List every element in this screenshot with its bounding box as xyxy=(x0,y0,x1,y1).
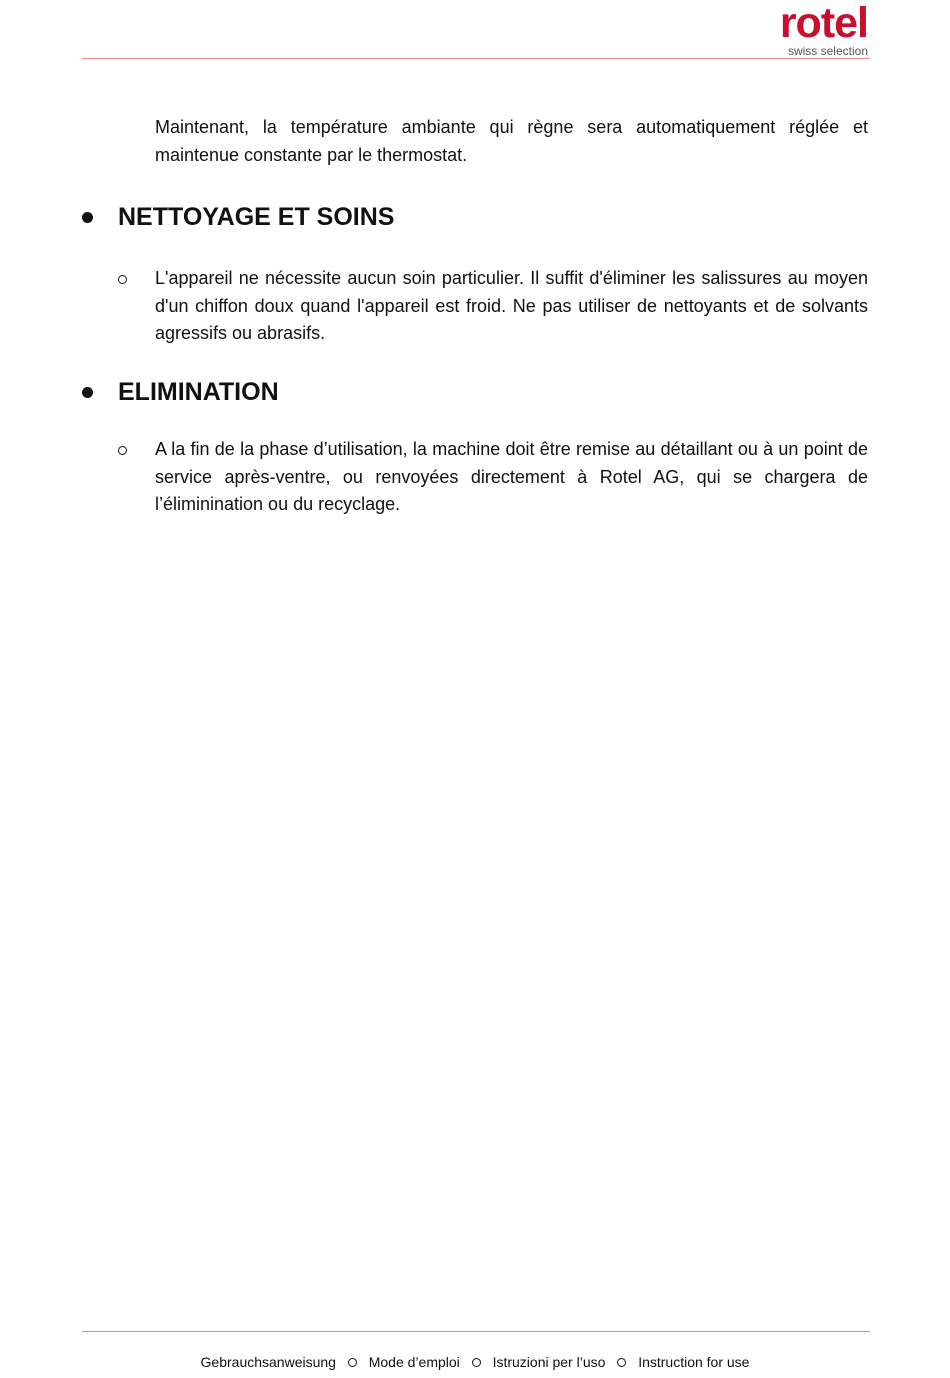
logo-tagline: swiss selection xyxy=(787,44,868,58)
header-divider xyxy=(82,58,870,59)
hollow-circle-icon xyxy=(348,1358,357,1367)
logo-wordmark: rotel xyxy=(779,0,868,47)
footer-divider xyxy=(82,1331,870,1332)
hollow-circle-icon xyxy=(617,1358,626,1367)
hollow-circle-icon xyxy=(472,1358,481,1367)
footer xyxy=(0,1352,950,1372)
footer-item-de: Gebrauchsanweisung xyxy=(200,1354,336,1370)
section-heading-cleaning: NETTOYAGE ET SOINS xyxy=(118,203,395,231)
footer-item-it: Istruzioni per l’uso xyxy=(492,1354,606,1370)
footer-item-fr: Mode d’emploi xyxy=(368,1354,460,1370)
logo xyxy=(720,0,870,60)
section-heading-disposal: ELIMINATION xyxy=(118,378,279,406)
cleaning-paragraph: L'appareil ne nécessite aucun soin particulier. Il suffit d'éliminer les salissures au moyen d'un chiffon doux quand l'appareil est froid. Ne pas utiliser de nettoyants et de solvants agressifs ou abrasifs. xyxy=(155,268,868,343)
bullet-icon xyxy=(82,212,93,223)
sub-bullet-icon xyxy=(118,446,127,455)
disposal-paragraph: A la fin de la phase d’utilisation, la machine doit être remise au détaillant ou à un point de service après-ventre, ou renvoyées directement à Rotel AG, qui se chargera de l’éliminination ou du recyclage. xyxy=(155,439,868,514)
intro-paragraph: Maintenant, la température ambiante qui règne sera automatiquement réglée et maintenue constante par le thermostat. xyxy=(155,117,868,165)
sub-bullet-icon xyxy=(118,275,127,284)
bullet-icon xyxy=(82,387,93,398)
footer-item-en: Instruction for use xyxy=(638,1354,750,1370)
